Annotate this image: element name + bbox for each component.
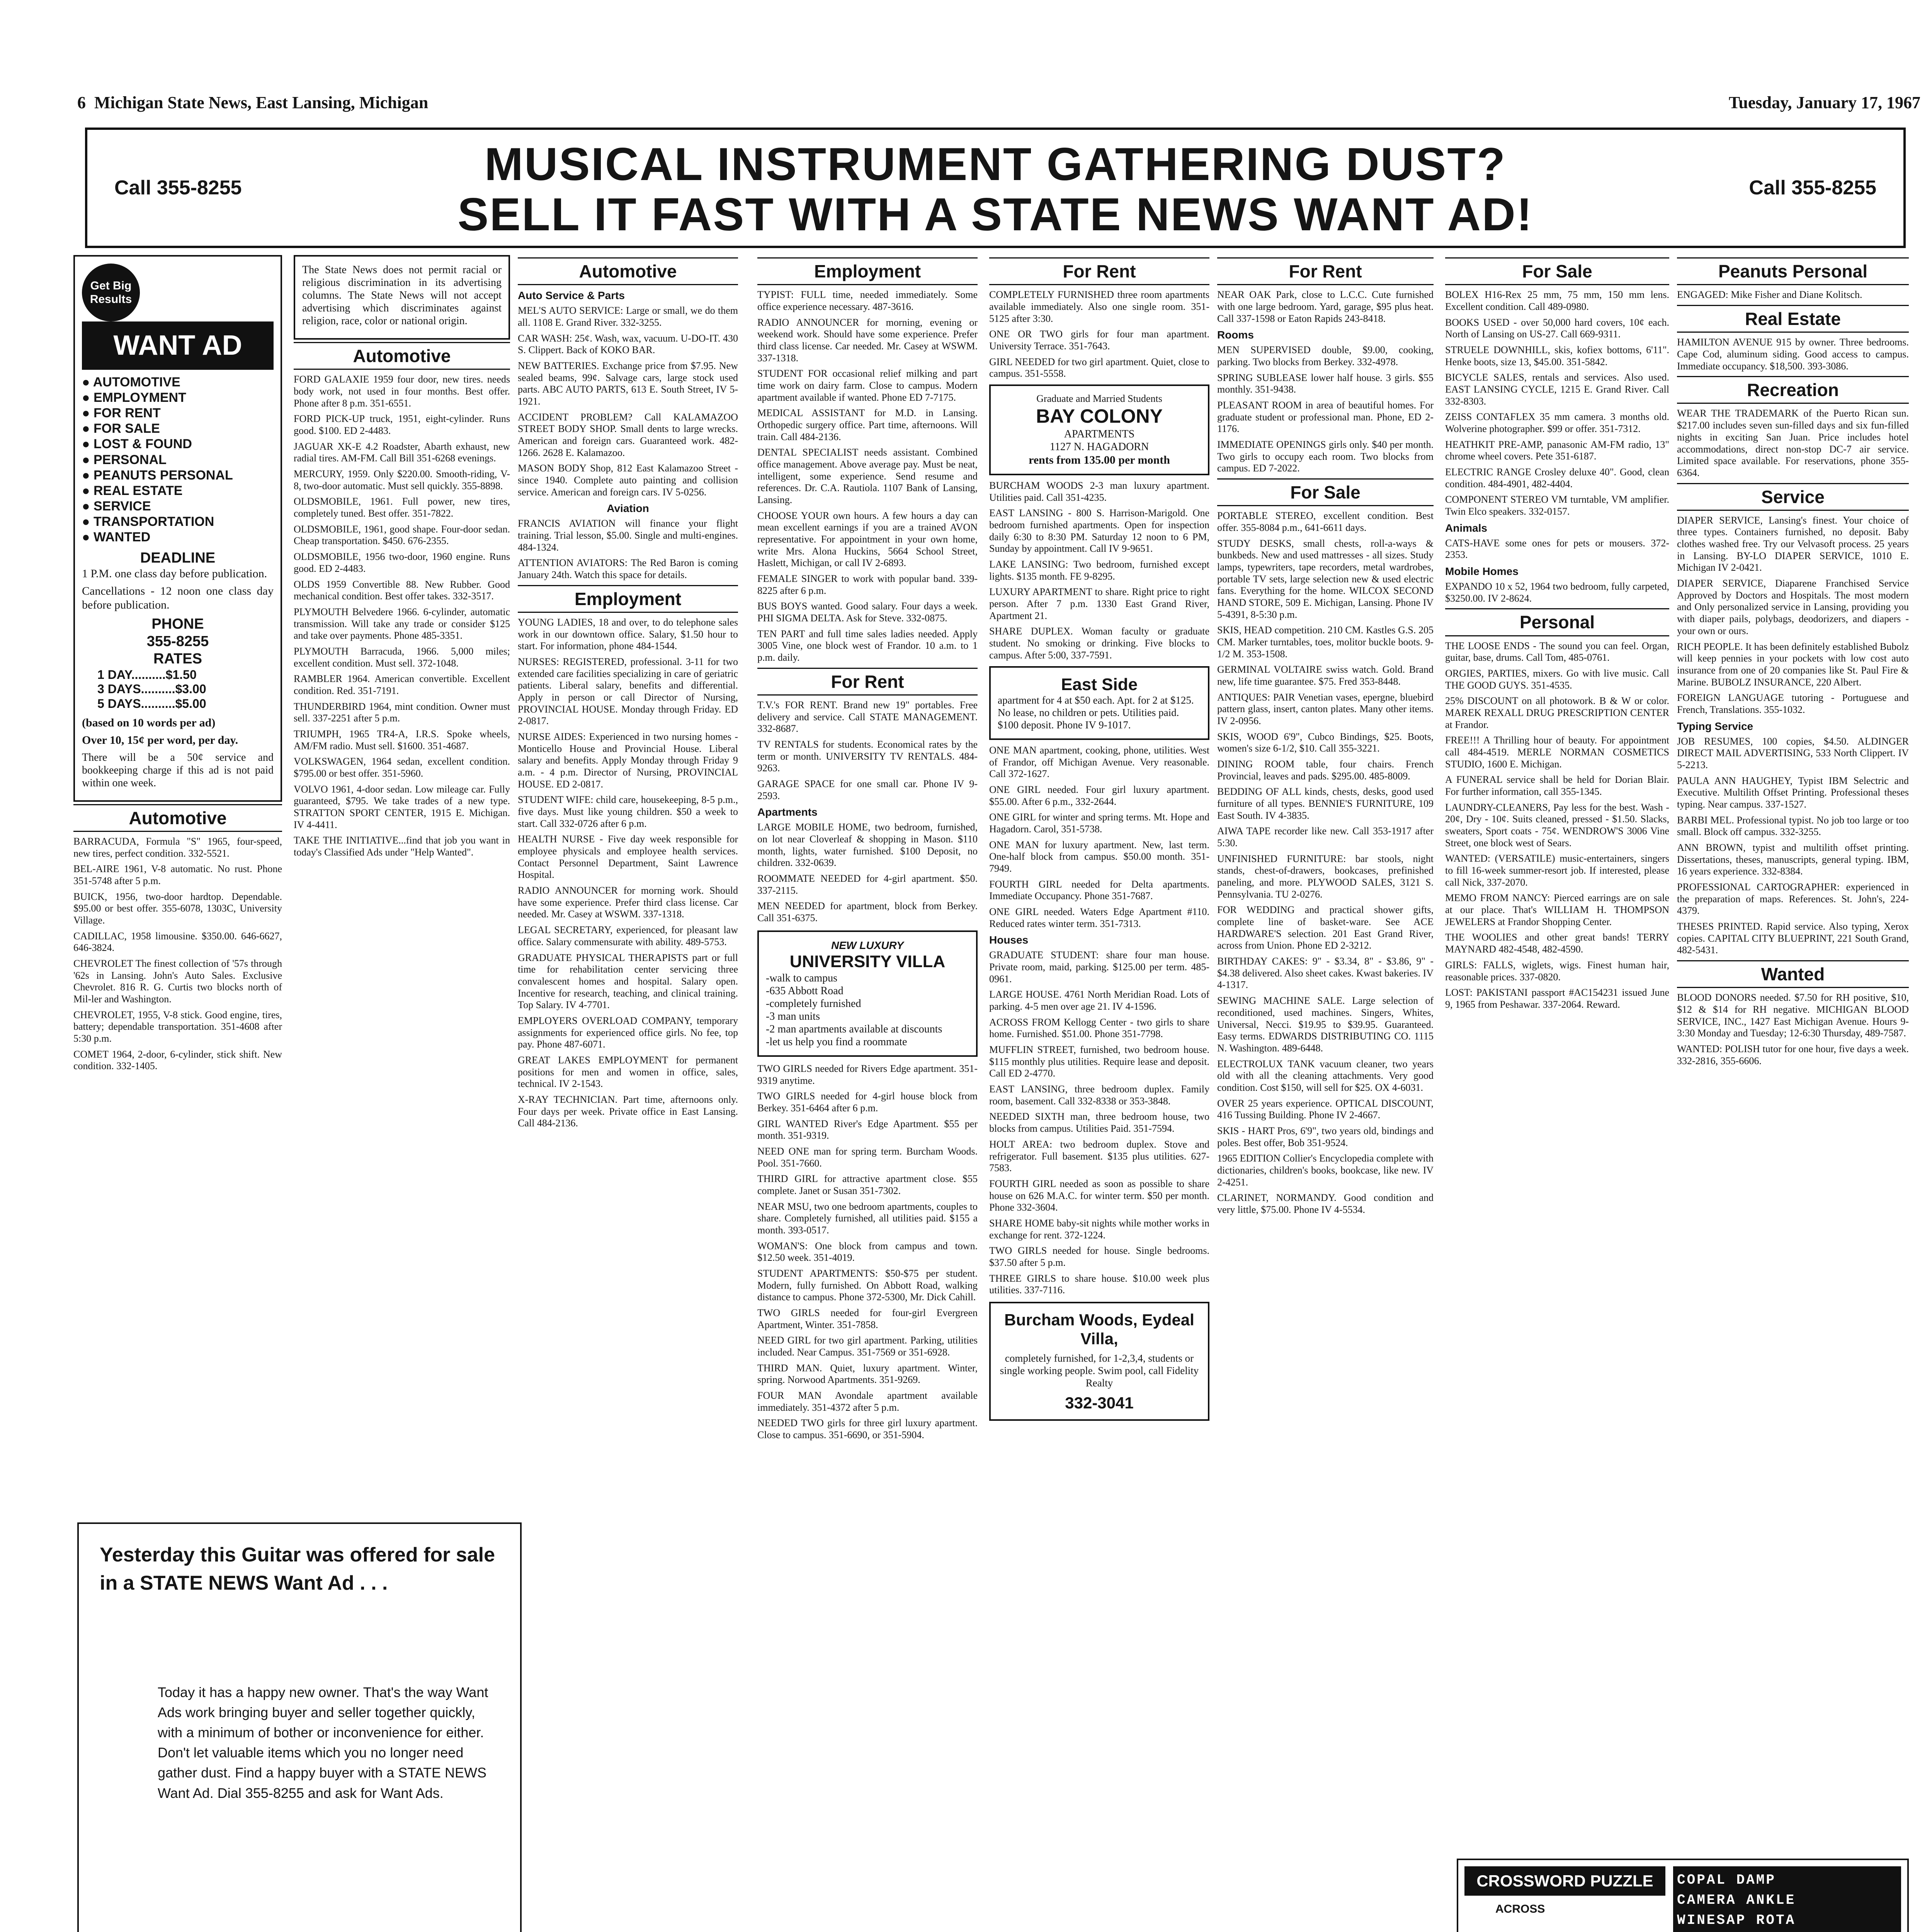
crossword-title: CROSSWORD PUZZLE	[1464, 1866, 1665, 1896]
classified-ad: IMMEDIATE OPENINGS girls only. $40 per month. Two girls to occupy each room. Two blocks from campus. ED 7-2022.	[1217, 439, 1434, 474]
classified-ad: NEED GIRL for two girl apartment. Parking, utilities included. Near Campus. 351-7569 or 351-6928.	[757, 1335, 978, 1358]
villa-feature: -3 man units	[766, 1010, 820, 1022]
classified-ad: LARGE HOUSE. 4761 North Meridian Road. Lots of parking. 4-5 men over age 21. IV 4-1596.	[989, 989, 1209, 1012]
classified-ad: GARAGE SPACE for one small car. Phone IV 9-2593.	[757, 778, 978, 801]
category-item: ● WANTED	[82, 529, 274, 545]
subheading-mobile-homes: Mobile Homes	[1445, 565, 1519, 578]
classified-ad: STUDY DESKS, small chests, roll-a-ways & bunkbeds. New and used mattresses - all sizes. Study lamps, typewriters, tape recorders, metal wardrobes, portable TV sets, large selection new & used electric fans. Everything for the home. WILCOX SECOND HAND STORE, 509 E. Michigan, Lansing. Phone IV 5-4391, 8-5:30 p.m.	[1217, 537, 1434, 620]
want-ad-info-box	[73, 255, 282, 802]
classified-ad: MASON BODY Shop, 812 East Kalamazoo Street - since 1940. Complete auto painting and collision service. American and foreign cars. IV 5-0256.	[518, 463, 738, 498]
classified-ad: CHOOSE YOUR own hours. A few hours a day can mean excellent earnings if you are a trained AVON representative. For appointment in your own home, write Mrs. Alona Huckins, 5664 School Street, Haslett, Michigan, or call IV 2-6893.	[757, 510, 978, 569]
classified-ad: GERMINAL VOLTAIRE swiss watch. Gold. Brand new, life time guarantee. $75. Fred 353-8448.	[1217, 664, 1434, 687]
classified-ad: THE LOOSE ENDS - The sound you can feel. Organ, guitar, base, drums. Call Tom, 485-0761.	[1445, 640, 1669, 663]
issue-date: Tuesday, January 17, 1967	[1729, 93, 1920, 112]
policy-text: The State News does not permit racial or religious discrimination in its advertising columns. The State News will not accept advertising which discriminates against religion, race, color or national origin.	[302, 264, 502, 327]
section-heading-automotive: Automotive	[518, 257, 738, 285]
classified-ad: SPRING SUBLEASE lower half house. 3 girls. $55 monthly. 351-9438.	[1217, 372, 1434, 395]
classified-ad: WEAR THE TRADEMARK of the Puerto Rican sun. $217.00 includes seven sun-filled days and six fun-filled nights in exciting San Juan. Price includes hotel accommodations, direct non-stop DC-7 air service. Limited space available. For reservations, phone 355-6364.	[1677, 408, 1909, 478]
section-heading-personal: Personal	[1445, 608, 1669, 636]
section-heading-for-rent: For Rent	[1217, 257, 1434, 285]
classified-ad: VOLVO 1961, 4-door sedan. Low mileage car. Fully guaranteed, $795. We take trades of a new type. STRATTON SPORT CENTER, 1915 E. Michigan. IV 4-4411.	[294, 783, 510, 830]
banner	[85, 128, 1906, 248]
cancel-text: Cancellations - 12 noon one class day before publication.	[82, 585, 274, 611]
bay-colony-name: BAY COLONY	[1036, 405, 1163, 427]
classified-ad: FREE!!! A Thrilling hour of beauty. For appointment call 484-4519. MERLE NORMAN COSMETICS STUDIO, 1600 E. Michigan.	[1445, 735, 1669, 770]
classified-ad: CHEVROLET The finest collection of '57s through '62s in Lansing. John's Auto Sales. Exclusive Chevrolet. 816 R. G. Curtis two blocks north of Mil-ler and Washington.	[73, 958, 282, 1005]
classified-ad: ELECTRIC RANGE Crosley deluxe 40". Good, clean condition. 484-4901, 482-4404.	[1445, 466, 1669, 490]
classified-ad: WANTED: POLISH tutor for one hour, five days a week. 332-2816, 355-6606.	[1677, 1043, 1909, 1066]
rate-row: 5 DAYS..........$5.00	[97, 697, 206, 711]
section-heading-employment: Employment	[518, 585, 738, 613]
classified-ad: FEMALE SINGER to work with popular band. 339-8225 after 6 p.m.	[757, 573, 978, 596]
east-side-text: apartment for 4 at $50 each. Apt. for 2 at $125. No lease, no children or pets. Utilities paid. $100 deposit. Phone IV 9-1017.	[998, 694, 1194, 731]
category-item: ● FOR SALE	[82, 421, 274, 436]
villa-feature: -completely furnished	[766, 997, 861, 1010]
section-heading-service: Service	[1677, 483, 1909, 511]
section-heading-peanuts-personal: Peanuts Personal	[1677, 257, 1909, 285]
classified-ad: SKIS, WOOD 6'9", Cubco Bindings, $25. Boots, women's size 6-1/2, $10. Call 355-3221.	[1217, 731, 1434, 754]
classified-ad: FOREIGN LANGUAGE tutoring - Portuguese and French, Translations. 355-1032.	[1677, 692, 1909, 715]
classified-ad: GRADUATE STUDENT: share four man house. Private room, maid, parking. $125.00 per term. 485-0961.	[989, 949, 1209, 985]
classified-ad: TWO GIRLS needed for four-girl Evergreen Apartment, Winter. 351-7858.	[757, 1307, 978, 1330]
section-heading-for-sale: For Sale	[1217, 478, 1434, 506]
category-item: ● PEANUTS PERSONAL	[82, 468, 274, 483]
classified-ad: BICYCLE SALES, rentals and services. Also used. EAST LANSING CYCLE, 1215 E. Grand River. Call 332-8303.	[1445, 372, 1669, 407]
subheading-aviation: Aviation	[607, 502, 649, 515]
classified-ad: BURCHAM WOODS 2-3 man luxury apartment. Utilities paid. Call 351-4235.	[989, 480, 1209, 503]
rate-row: 1 DAY..........$1.50	[97, 667, 197, 682]
classified-ad: ATTENTION AVIATORS: The Red Baron is coming January 24th. Watch this space for details.	[518, 557, 738, 581]
classified-ad: EAST LANSING - 800 S. Harrison-Marigold. One bedroom furnished apartments. Open for inspection daily 6:30 to 8:30 PM. Saturday 12 noon to 6 PM, Sunday by appointment. Call IV 9-9651.	[989, 507, 1209, 554]
classified-ad: LAKE LANSING: Two bedroom, furnished except lights. $135 month. FE 9-8295.	[989, 559, 1209, 582]
classified-ad: RADIO ANNOUNCER for morning work. Should have some experience. Prefer third class license. Car needed. Mr. Casey at WSWM. 337-1318.	[518, 885, 738, 920]
classified-ad: T.V.'s FOR RENT. Brand new 19" portables. Free delivery and service. Call STATE MANAGEMENT. 332-8687.	[757, 699, 978, 735]
classified-ad: RADIO ANNOUNCER for morning, evening or weekend work. Should have some experience. Prefer third class license. Car needed. Mr. Casey at WSWM. 337-1318.	[757, 316, 978, 364]
section-heading-for-rent: For Rent	[989, 257, 1209, 285]
classified-ad: ROOMMATE NEEDED for 4-girl apartment. $50. 337-2115.	[757, 873, 978, 896]
classified-ad: COMET 1964, 2-door, 6-cylinder, stick shift. New condition. 332-1405.	[73, 1048, 282, 1072]
guitar-ad-headline: Yesterday this Guitar was offered for sale in a STATE NEWS Want Ad . . .	[100, 1544, 495, 1594]
classified-ad: A FUNERAL service shall be held for Dorian Blair. For further information, call 355-1345.	[1445, 774, 1669, 798]
subheading-typing-service: Typing Service	[1677, 720, 1753, 732]
classified-ad: MUFFLIN STREET, furnished, two bedroom house. $115 monthly plus utilities. Require lease and deposit. Call ED 2-4770.	[989, 1044, 1209, 1079]
classified-ad: BARRACUDA, Formula "S" 1965, four-speed, new tires, perfect condition. 332-5521.	[73, 836, 282, 859]
classified-ad: LAUNDRY-CLEANERS, Pay less for the best. Wash - 20¢, Dry - 10¢. Suits cleaned, pressed - $1.50. Slacks, sweaters, Sport coats - 75¢. WENDROW'S 3006 Vine Street, one block west of Sears.	[1445, 801, 1669, 849]
category-item: ● REAL ESTATE	[82, 483, 274, 498]
classified-ad: CADILLAC, 1958 limousine. $350.00. 646-6627, 646-3824.	[73, 930, 282, 954]
classified-ad: TEN PART and full time sales ladies needed. Apply 3005 Vine, one block west of Frandor. 10 a.m. to 1 p.m. daily.	[757, 628, 978, 663]
section-heading-employment: Employment	[757, 257, 978, 285]
want-ad-logo	[82, 264, 274, 321]
classified-ad: DIAPER SERVICE, Diaparene Franchised Service Approved by Doctors and Hospitals. The most modern and Only personalized service in Lansing, providing you with diaper pails, polybags, deodorizers, and diapers - your own or ours.	[1677, 578, 1909, 636]
classified-ad: HEALTH NURSE - Five day week responsible for employee physicals and employee health services. Contact Personnel Department, Saint Lawrence Hospital.	[518, 833, 738, 881]
classified-ad: LARGE MOBILE HOME, two bedroom, furnished, on lot near Cloverleaf & shopping in Mason. $110 month, lights, water furnished. $100 Deposit, no children. 332-0639.	[757, 821, 978, 869]
classified-ad: THUNDERBIRD 1964, mint condition. Owner must sell. 337-2251 after 5 p.m.	[294, 701, 510, 724]
column-4	[757, 255, 978, 1445]
classified-ad: OLDSMOBILE, 1961, good shape. Four-door sedan. Cheap transportation. $450. 676-2355.	[294, 523, 510, 547]
classified-ad: MERCURY, 1959. Only $220.00. Smooth-riding, V-8, two-door automatic. Must sell quickly. 355-8898.	[294, 468, 510, 492]
classified-ad: BEDDING OF ALL kinds, chests, desks, good used furniture of all types. BENNIE'S FURNITURE, 109 East South. IV 4-3835.	[1217, 786, 1434, 821]
deadline-heading: DEADLINE	[140, 550, 216, 566]
classified-ad: LOST: PAKISTANI passport #AC154231 issued June 9, 1965 from Peshawar. 337-2064. Reward.	[1445, 987, 1669, 1010]
classified-ad: TAKE THE INITIATIVE...find that job you want in today's Classified Ads under "Help Wanted".	[294, 835, 510, 858]
classified-ad: ANN BROWN, typist and multilith offset printing. Dissertations, theses, manuscripts, general typing. IBM, 16 years experience. 332-8384.	[1677, 842, 1909, 877]
classified-ad: BOLEX H16-Rex 25 mm, 75 mm, 150 mm lens. Excellent condition. Call 489-0980.	[1445, 289, 1669, 312]
classified-ad: RICH PEOPLE. It has been definitely established Bubolz will keep pennies in your pockets with low cost auto insurance from one of 20 companies like St. Paul Fire & Marine. BUBOLZ INSURANCE, 220 Albert.	[1677, 641, 1909, 688]
category-item: ● AUTOMOTIVE	[82, 374, 274, 390]
villa-name: UNIVERSITY VILLA	[789, 952, 946, 971]
villa-label: NEW LUXURY	[831, 939, 904, 951]
classified-ad: EMPLOYERS OVERLOAD COMPANY, temporary assignments for experienced office girls. No fee, top pay. Phone 487-6071.	[518, 1015, 738, 1050]
classified-ad: ENGAGED: Mike Fisher and Diane Kolitsch.	[1677, 289, 1862, 301]
villa-feature: -walk to campus	[766, 972, 838, 984]
classified-ad: ELECTROLUX TANK vacuum cleaner, two years old with all the cleaning attachments. Very good condition. Cost $150, will sell for $25. OX 4-6031.	[1217, 1058, 1434, 1093]
classified-ad: 1965 EDITION Collier's Encyclopedia complete with dictionaries, children's books, bookcase, like new. IV 2-4251.	[1217, 1153, 1434, 1188]
classified-ad: WANTED: (VERSATILE) music-entertainers, singers to fill 16-week summer-resort job. If interested, please call Nick, 337-2070.	[1445, 853, 1669, 888]
category-item: ● LOST & FOUND	[82, 436, 274, 452]
classified-ad: NEAR MSU, two one bedroom apartments, couples to share. Completely furnished, all utilities paid. $155 a month. 393-0517.	[757, 1201, 978, 1236]
deadline-text: 1 P.M. one class day before publication.	[82, 567, 267, 580]
classified-ad: THIRD GIRL for attractive apartment close. $55 complete. Janet or Susan 351-7302.	[757, 1173, 978, 1196]
burcham-text: completely furnished, for 1-2,3,4, students or single working people. Swim pool, call Fidelity Realty	[1000, 1352, 1199, 1389]
burcham-ad	[989, 1302, 1209, 1421]
column-6	[1217, 255, 1434, 1220]
bay-colony-sub: APARTMENTS	[1064, 428, 1135, 440]
phone-heading: PHONE	[151, 616, 204, 633]
section-heading-real-estate: Real Estate	[1677, 305, 1909, 333]
classified-ad: FRANCIS AVIATION will finance your flight training. Trial lesson, $5.00. Single and multi-engines. 484-1324.	[518, 518, 738, 553]
classified-ad: GRADUATE PHYSICAL THERAPISTS part or full time for rehabilitation center servicing three convalescent homes and hospital. Salary open. Incentive for research, teaching, and clinical training. Top Salary. IV 4-7701.	[518, 952, 738, 1011]
classified-ad: BOOKS USED - over 50,000 hard covers, 10¢ each. North of Lansing on US-27. Call 669-9311.	[1445, 316, 1669, 340]
classified-ad: BIRTHDAY CAKES: 9" - $3.34, 8" - $3.86, 9" - $4.38 delivered. Also sheet cakes. Kwast bakeries. IV 4-1317.	[1217, 956, 1434, 991]
classified-ad: TRIUMPH, 1965 TR4-A, I.R.S. Spoke wheels, AM/FM radio. Must sell. $1600. 351-4687.	[294, 728, 510, 752]
classified-ad: HEATHKIT PRE-AMP, panasonic AM-FM radio, 13" chrome wheel covers. Pete 351-6187.	[1445, 439, 1669, 462]
burcham-name: Burcham Woods, Eydeal Villa,	[1004, 1310, 1194, 1348]
classified-ad: ONE MAN apartment, cooking, phone, utilities. West of Frandor, off Michigan Avenue. Very reasonable. Call 372-1627.	[989, 744, 1209, 780]
classified-ad: NEEDED TWO girls for three girl luxury apartment. Close to campus. 351-6690, or 351-5904.	[757, 1417, 978, 1441]
classified-ad: HAMILTON AVENUE 915 by owner. Three bedrooms. Cape Cod, aluminum siding. Good access to campus. Immediate occupancy. $18,500. 393-3086.	[1677, 337, 1909, 372]
classified-ad: ONE GIRL for winter and spring terms. Mt. Hope and Hagadorn. Carol, 351-5738.	[989, 811, 1209, 835]
fee-note: There will be a 50¢ service and bookkeeping charge if this ad is not paid within one week.	[82, 751, 274, 789]
classified-ad: DENTAL SPECIALIST needs assistant. Combined office management. Above average pay. Must be neat, intelligent, some experience. Send resume and references. Dr. C.A. Rautiola. 1107 Bank of Lansing, Lansing.	[757, 447, 978, 506]
classified-ad: NEAR OAK Park, close to L.C.C. Cute furnished with one large bedroom. Yard, garage, $95 plus heat. Call 337-1598 or Eaton Rapids 243-8418.	[1217, 289, 1434, 324]
burcham-phone: 332-3041	[1065, 1393, 1134, 1412]
classified-ad: COMPONENT STEREO VM turntable, VM amplifier. Twin Elco speakers. 332-0157.	[1445, 494, 1669, 517]
classified-ad: STRUELE DOWNHILL, skis, kofiex bottoms, 6'11". Henke boots, size 13, $45.00. 351-5842.	[1445, 344, 1669, 367]
classified-ad: PROFESSIONAL CARTOGRAPHER: experienced in the preparation of maps. References. St. John's, 224-4379.	[1677, 881, 1909, 917]
classified-ad: PAULA ANN HAUGHEY, Typist IBM Selectric and Executive. Multilith Offset Printing. Professional theses typing. Near campus. 337-1527.	[1677, 775, 1909, 810]
east-side-title: East Side	[1061, 675, 1138, 694]
subheading-houses: Houses	[989, 934, 1029, 946]
classified-ad: FOUR MAN Avondale apartment available immediately. 351-4372 after 5 p.m.	[757, 1390, 978, 1413]
classified-ad: GIRL WANTED River's Edge Apartment. $55 per month. 351-9319.	[757, 1118, 978, 1141]
classified-ad: MEN SUPERVISED double, $9.00, cooking, parking. Two blocks from Berkey. 332-4978.	[1217, 344, 1434, 367]
classified-ad: ONE GIRL needed. Four girl luxury apartment. $55.00. After 6 p.m., 332-2644.	[989, 784, 1209, 807]
classified-ad: LEGAL SECRETARY, experienced, for pleasant law office. Salary commensurate with ability. 489-5753.	[518, 924, 738, 947]
classified-ad: ONE MAN for luxury apartment. New, last term. One-half block from campus. $50.00 month. 351-7949.	[989, 839, 1209, 874]
category-item: ● EMPLOYMENT	[82, 390, 274, 405]
section-heading-for-rent: For Rent	[757, 668, 978, 696]
classified-ad: PLEASANT ROOM in area of beautiful homes. For graduate student or professional man. Phone, ED 2-1176.	[1217, 400, 1434, 435]
classified-ad: THE WOOLIES and other great bands! TERRY MAYNARD 482-4548, 482-4590.	[1445, 932, 1669, 955]
classified-ad: CHEVROLET, 1955, V-8 stick. Good engine, tires, battery; dependable transportation. 351-4608 after 5:30 p.m.	[73, 1009, 282, 1044]
classified-ad: NURSES: REGISTERED, professional. 3-11 for two extended care facilities specializing in care of geriatric patients. Liberal salary, benefits and differential. Apply in person or call Director of Nursing, PROVINCIAL HOUSE. Monday through Friday. ED 2-0817.	[518, 656, 738, 727]
classified-ad: MEDICAL ASSISTANT for M.D. in Lansing. Orthopedic surgery office. Part time, afternoons. Will train. Call 484-2136.	[757, 407, 978, 442]
classified-ad: BLOOD DONORS needed. $7.50 for RH positive, $10, $12 & $14 for RH negative. MICHIGAN BLOOD SERVICE, INC., 1427 East Michigan Avenue. Hours 9-3:30 Monday and Tuesday; 12-6:30 Thursday, 489-7587.	[1677, 992, 1909, 1039]
classified-ad: SHARE HOME baby-sit nights while mother works in exchange for rent. 372-1224.	[989, 1217, 1209, 1241]
phone-number: 355-8255	[146, 633, 209, 650]
guitar-ad-body: Today it has a happy new owner. That's the way Want Ads work bringing buyer and seller together quickly, with a minimum of bother or inconvenience for either. Don't let valuable items which you no longer need gather dust. Find a happy buyer with a STATE NEWS Want Ad. Dial 355-8255 and ask for Want Ads.	[158, 1684, 488, 1801]
classified-ad: 25% DISCOUNT on all photowork. B & W or color. MAREK REXALL DRUG PRESCRIPTION CENTER at Frandor.	[1445, 695, 1669, 730]
call-right: Call 355-8255	[1749, 177, 1876, 199]
classified-ad: VOLKSWAGEN, 1964 sedan, excellent condition. $795.00 or best offer. 351-5960.	[294, 756, 510, 779]
solution-row	[1677, 1931, 1897, 1932]
classified-ad: OLDSMOBILE, 1956 two-door, 1960 engine. Runs good. ED 2-4483.	[294, 551, 510, 574]
crossword-solution	[1673, 1866, 1901, 1932]
want-ad-title: WANT AD	[82, 321, 274, 370]
classified-ad: NURSE AIDES: Experienced in two nursing homes - Monticello House and Provincial House. Liberal salary and benefits. Apply Monday through Friday 9 a.m. - 4 p.m. Director of Nursing, PROVINCIAL HOUSE. ED 2-0817.	[518, 731, 738, 790]
banner-line-2: SELL IT FAST WITH A STATE NEWS WANT AD!	[457, 189, 1533, 240]
classified-ad: JOB RESUMES, 100 copies, $4.50. ALDINGER DIRECT MAIL ADVERTISING, 533 North Clippert. IV 5-2213.	[1677, 735, 1909, 770]
subheading-auto-service: Auto Service & Parts	[518, 289, 625, 302]
masthead-left	[77, 93, 428, 120]
classified-ad: RAMBLER 1964. American convertible. Excellent condition. Red. 351-7191.	[294, 673, 510, 696]
classified-ad: EXPANDO 10 x 52, 1964 two bedroom, fully carpeted, $3250.00. IV 2-8624.	[1445, 581, 1669, 604]
classified-ad: MEMO FROM NANCY: Pierced earrings are on sale at our place. That's WILLIAM H. THOMPSON JEWELERS at Frandor Shopping Center.	[1445, 892, 1669, 927]
section-heading-for-sale: For Sale	[1445, 257, 1669, 285]
classified-ad: WOMAN'S: One block from campus and town. $12.50 week. 351-4019.	[757, 1240, 978, 1264]
category-item: ● TRANSPORTATION	[82, 514, 274, 529]
classified-ad: LUXURY APARTMENT to share. Right price to right person. After 7 p.m. 1330 East Grand River, Apartment 21.	[989, 586, 1209, 621]
classified-ad: COMPLETELY FURNISHED three room apartments available immediately. Also one single room. 351-5125 after 3:30.	[989, 289, 1209, 324]
rates-note: (based on 10 words per ad)	[82, 716, 216, 729]
bay-colony-ad	[989, 384, 1209, 475]
crossword-left	[1464, 1866, 1665, 1932]
rates-table	[82, 668, 274, 711]
classified-ad: ONE OR TWO girls for four man apartment. University Terrace. 351-7643.	[989, 328, 1209, 352]
classified-ad: SKIS, HEAD competition. 210 CM. Kastles G.S. 205 CM. Marker turntables, toes, molitor buckle boots. 9-1/2 M. 353-1508.	[1217, 624, 1434, 660]
classified-ad: ZEISS CONTAFLEX 35 mm camera. 3 months old. Wolverine photographer. $99 or offer. 351-7312.	[1445, 411, 1669, 434]
classified-ad: TWO GIRLS needed for Rivers Edge apartment. 351-9319 anytime.	[757, 1063, 978, 1086]
column-8	[1677, 255, 1909, 1071]
classified-ad: SKIS - HART Pros, 6'9", two years old, bindings and poles. Best offer, Bob 351-9524.	[1217, 1125, 1434, 1148]
classified-ad: CAR WASH: 25¢. Wash, wax, vacuum. U-DO-IT. 430 S. Clippert. Back of KOKO BAR.	[518, 332, 738, 356]
classified-ad: BEL-AIRE 1961, V-8 automatic. No rust. Phone 351-5748 after 5 p.m.	[73, 863, 282, 887]
classified-ad: CLARINET, NORMANDY. Good condition and very little, $75.00. Phone IV 4-5534.	[1217, 1192, 1434, 1215]
classified-ad: PLYMOUTH Belvedere 1966. 6-cylinder, automatic transmission. Will take any trade or consider $125 and take over payments. Phone 485-3351.	[294, 606, 510, 641]
policy-box	[294, 255, 510, 340]
classified-ad: OLDSMOBILE, 1961. Full power, new tires, completely tuned. Best offer. 351-7822.	[294, 496, 510, 519]
page-number: 6	[77, 93, 86, 112]
classified-ad: OLDS 1959 Convertible 88. New Rubber. Good mechanical condition. Best offer takes. 332-3517.	[294, 578, 510, 602]
section-heading-wanted: Wanted	[1677, 960, 1909, 988]
banner-line-1: MUSICAL INSTRUMENT GATHERING DUST?	[484, 138, 1507, 190]
crossword-puzzle	[1457, 1859, 1909, 1932]
bay-colony-address: 1127 N. HAGADORN	[1049, 440, 1149, 453]
subheading-animals: Animals	[1445, 522, 1487, 534]
paper-name: Michigan State News, East Lansing, Michigan	[94, 93, 429, 112]
section-heading-automotive: Automotive	[294, 342, 510, 370]
solution-row: COPAL DAMP	[1677, 1872, 1776, 1888]
column-5	[989, 255, 1209, 1421]
classified-ad: HOLT AREA: two bedroom duplex. Stove and refrigerator. Full basement. $135 plus utilities. 627-7583.	[989, 1138, 1209, 1174]
column-3	[518, 255, 738, 1133]
classified-ad: JAGUAR XK-E 4.2 Roadster, Abarth exhaust, new radial tires. AM-FM. Call Bill 351-6268 evenings.	[294, 440, 510, 464]
classified-ad: NEEDED SIXTH man, three bedroom house, two blocks from campus. Utilities Paid. 351-7594.	[989, 1111, 1209, 1134]
classified-ad: MEN NEEDED for apartment, block from Berkey. Call 351-6375.	[757, 900, 978, 924]
classified-ad: GREAT LAKES EMPLOYMENT for permanent positions for men and women in office, sales, technical. IV 2-1543.	[518, 1054, 738, 1090]
classified-ad: SHARE DUPLEX. Woman faculty or graduate student. No smoking or drinking. Five blocks to campus. After 5:00, 337-7591.	[989, 626, 1209, 661]
classified-ad: FORD GALAXIE 1959 four door, new tires. needs body work, not used in four months. Best offer. Phone after 8 p.m. 351-6551.	[294, 374, 510, 409]
solution-row: CAMERA ANKLE	[1677, 1892, 1796, 1908]
classified-ad: MEL'S AUTO SERVICE: Large or small, we do them all. 1108 E. Grand River. 332-3255.	[518, 305, 738, 328]
classified-ad: BARBI MEL. Professional typist. No job too large or too small. Block off campus. 332-3255.	[1677, 814, 1909, 838]
section-heading-automotive: Automotive	[73, 804, 282, 832]
logo-badge: Get Big Results	[82, 264, 140, 321]
classified-ad: THIRD MAN. Quiet, luxury apartment. Winter, spring. Norwood Apartments. 351-9269.	[757, 1362, 978, 1386]
classified-ad: THESES PRINTED. Rapid service. Also typing, Xerox copies. CAPITAL CITY BLUEPRINT, 221 South Grand, 482-5431.	[1677, 920, 1909, 956]
category-item: ● SERVICE	[82, 498, 274, 514]
category-list	[82, 374, 274, 545]
solution-row: WINESAP ROTA	[1677, 1912, 1796, 1929]
subheading-rooms: Rooms	[1217, 329, 1254, 341]
classified-ad: YOUNG LADIES, 18 and over, to do telephone sales work in our downtown office. Salary, $1.50 hour to start. For information, phone 484-1544.	[518, 617, 738, 652]
classified-ad: ACROSS FROM Kellogg Center - two girls to share home. Furnished. $51.00. Phone 351-7798.	[989, 1016, 1209, 1040]
classified-ad: TWO GIRLS needed for 4-girl house block from Berkey. 351-6464 after 6 p.m.	[757, 1090, 978, 1114]
rates-over: Over 10, 15¢ per word, per day.	[82, 734, 238, 747]
villa-feature: -let us help you find a roommate	[766, 1036, 907, 1048]
classified-ad: BUS BOYS wanted. Good salary. Four days a week. PHI SIGMA DELTA. Ask for Steve. 332-0875.	[757, 600, 978, 624]
classified-ad: AIWA TAPE recorder like new. Call 353-1917 after 5:30.	[1217, 825, 1434, 849]
column-2	[294, 255, 510, 862]
classified-ad: PORTABLE STEREO, excellent condition. Best offer. 355-8084 p.m., 641-6611 days.	[1217, 510, 1434, 533]
classified-ad: OVER 25 years experience. OPTICAL DISCOUNT, 416 Tussing Building. Phone IV 2-4667.	[1217, 1097, 1434, 1121]
classified-ad: EAST LANSING, three bedroom duplex. Family room, basement. Call 332-8338 or 353-3848.	[989, 1083, 1209, 1107]
classified-ad: GIRL NEEDED for two girl apartment. Quiet, close to campus. 351-5558.	[989, 356, 1209, 379]
section-heading-recreation: Recreation	[1677, 376, 1909, 404]
crossword-across-label: ACROSS	[1495, 1903, 1545, 1915]
classified-ad: ANTIQUES: PAIR Venetian vases, epergne, bluebird pattern glass, insert, canton plates. Many other items. IV 2-0956.	[1217, 691, 1434, 727]
rate-row: 3 DAYS..........$3.00	[97, 682, 206, 696]
classified-ad: X-RAY TECHNICIAN. Part time, afternoons only. Four days per week. Private office in East Lansing. Call 484-2136.	[518, 1094, 738, 1129]
classified-ad: ORGIES, PARTIES, mixers. Go with live music. Call THE GOOD GUYS. 351-4535.	[1445, 668, 1669, 691]
classified-ad: BUICK, 1956, two-door hardtop. Dependable. $95.00 or best offer. 355-6078, 1303C, University Village.	[73, 891, 282, 926]
classified-ad: PLYMOUTH Barracuda, 1966. 5,000 miles; excellent condition. Must sell. 372-1048.	[294, 645, 510, 669]
category-item: ● FOR RENT	[82, 405, 274, 421]
classified-ad: GIRLS: FALLS, wiglets, wigs. Finest human hair, reasonable prices. 337-0820.	[1445, 959, 1669, 983]
classified-ad: SEWING MACHINE SALE. Large selection of reconditioned, used machines. Singers, Whites, Universal, Necci. $19.95 to $39.95. Guaranteed. Easy terms. EDWARDS DISTRIBUTING CO. 1115 N. Washington. 489-6448.	[1217, 995, 1434, 1054]
university-villa-ad	[757, 930, 978, 1057]
classified-ad: FORD PICK-UP truck, 1951, eight-cylinder. Runs good. $100. ED 2-4483.	[294, 413, 510, 437]
classified-ad: TV RENTALS for students. Economical rates by the term or month. UNIVERSITY TV RENTALS. 484-9263.	[757, 739, 978, 774]
classified-ad: FOR WEDDING and practical shower gifts, complete line of basket-ware. See ACE HARDWARE'S selection. 201 East Grand River, across from Union. Phone ED 2-3212.	[1217, 904, 1434, 951]
classified-ad: STUDENT WIFE: child care, housekeeping, 8-5 p.m., five days. Must like young children. $50 a week to start. Call 332-0726 after 6 p.m.	[518, 794, 738, 829]
subheading-apartments: Apartments	[757, 806, 818, 818]
category-item: ● PERSONAL	[82, 452, 274, 468]
rates-heading: RATES	[153, 650, 202, 667]
crossword-top	[1464, 1866, 1901, 1932]
bay-colony-intro: Graduate and Married Students	[1036, 393, 1162, 404]
bay-colony-rent: rents from 135.00 per month	[1029, 453, 1170, 466]
classified-ad: STUDENT FOR occasional relief milking and part time work on dairy farm. Close to campus. Modern apartment available if wanted. Phone ED 7-7175.	[757, 368, 978, 403]
guitar-ad	[77, 1522, 522, 1932]
column-7	[1445, 255, 1669, 1015]
classified-ad: DIAPER SERVICE, Lansing's finest. Your choice of three types. Containers furnished, no deposit. Baby clothes washed free. Try our Velvasoft process. 25 years in Lansing. BY-LO DIAPER SERVICE, 1010 E. Michigan IV 2-0421.	[1677, 514, 1909, 573]
classified-ad: THREE GIRLS to share house. $10.00 week plus utilities. 337-7116.	[989, 1272, 1209, 1296]
villa-feature: -2 man apartments available at discounts	[766, 1023, 942, 1035]
classified-ad: FOURTH GIRL needed as soon as possible to share house on 626 M.A.C. for winter term. $50 per month. Phone 332-3604.	[989, 1178, 1209, 1213]
classified-ad: NEW BATTERIES. Exchange price from $7.95. New sealed beams, 99¢. Salvage cars, large stock used parts. ABC AUTO PARTS, 613 E. South Street, IV 5-1921.	[518, 360, 738, 407]
east-side-ad	[989, 666, 1209, 740]
classified-ad: ONE GIRL needed. Waters Edge Apartment #110. Reduced rates winter term. 351-7313.	[989, 906, 1209, 929]
column-1	[73, 255, 282, 1076]
classified-ad: STUDENT APARTMENTS: $50-$75 per student. Modern, fully furnished. On Abbott Road, walking distance to campus. Phone 372-5300, Mr. Dick Cahill.	[757, 1268, 978, 1303]
masthead	[77, 93, 1920, 120]
classified-ad: TYPIST: FULL time, needed immediately. Some office experience necessary. 487-3616.	[757, 289, 978, 312]
classified-ad: DINING ROOM table, four chairs. French Provincial, leaves and pads. $295.00. 485-8009.	[1217, 759, 1434, 782]
classified-ad: UNFINISHED FURNITURE: bar stools, night stands, chest-of-drawers, bookcases, prefinished paneling, and more. PLYWOOD SALES, 3121 S. Pennsylvania. TU 2-0276.	[1217, 853, 1434, 900]
classified-ad: CATS-HAVE some ones for pets or mousers. 372-2353.	[1445, 537, 1669, 561]
villa-feature: -635 Abbott Road	[766, 985, 844, 997]
call-left: Call 355-8255	[114, 177, 242, 199]
classified-ad: TWO GIRLS needed for house. Single bedrooms. $37.50 after 5 p.m.	[989, 1245, 1209, 1268]
classified-ad: NEED ONE man for spring term. Burcham Woods. Pool. 351-7660.	[757, 1145, 978, 1169]
classified-ad: FOURTH GIRL needed for Delta apartments. Immediate Occupancy. Phone 351-7687.	[989, 878, 1209, 902]
classified-ad: ACCIDENT PROBLEM? Call KALAMAZOO STREET BODY SHOP. Small dents to large wrecks. American and foreign cars. Guaranteed work. 482-1266. 2628 E. Kalamazoo.	[518, 411, 738, 458]
